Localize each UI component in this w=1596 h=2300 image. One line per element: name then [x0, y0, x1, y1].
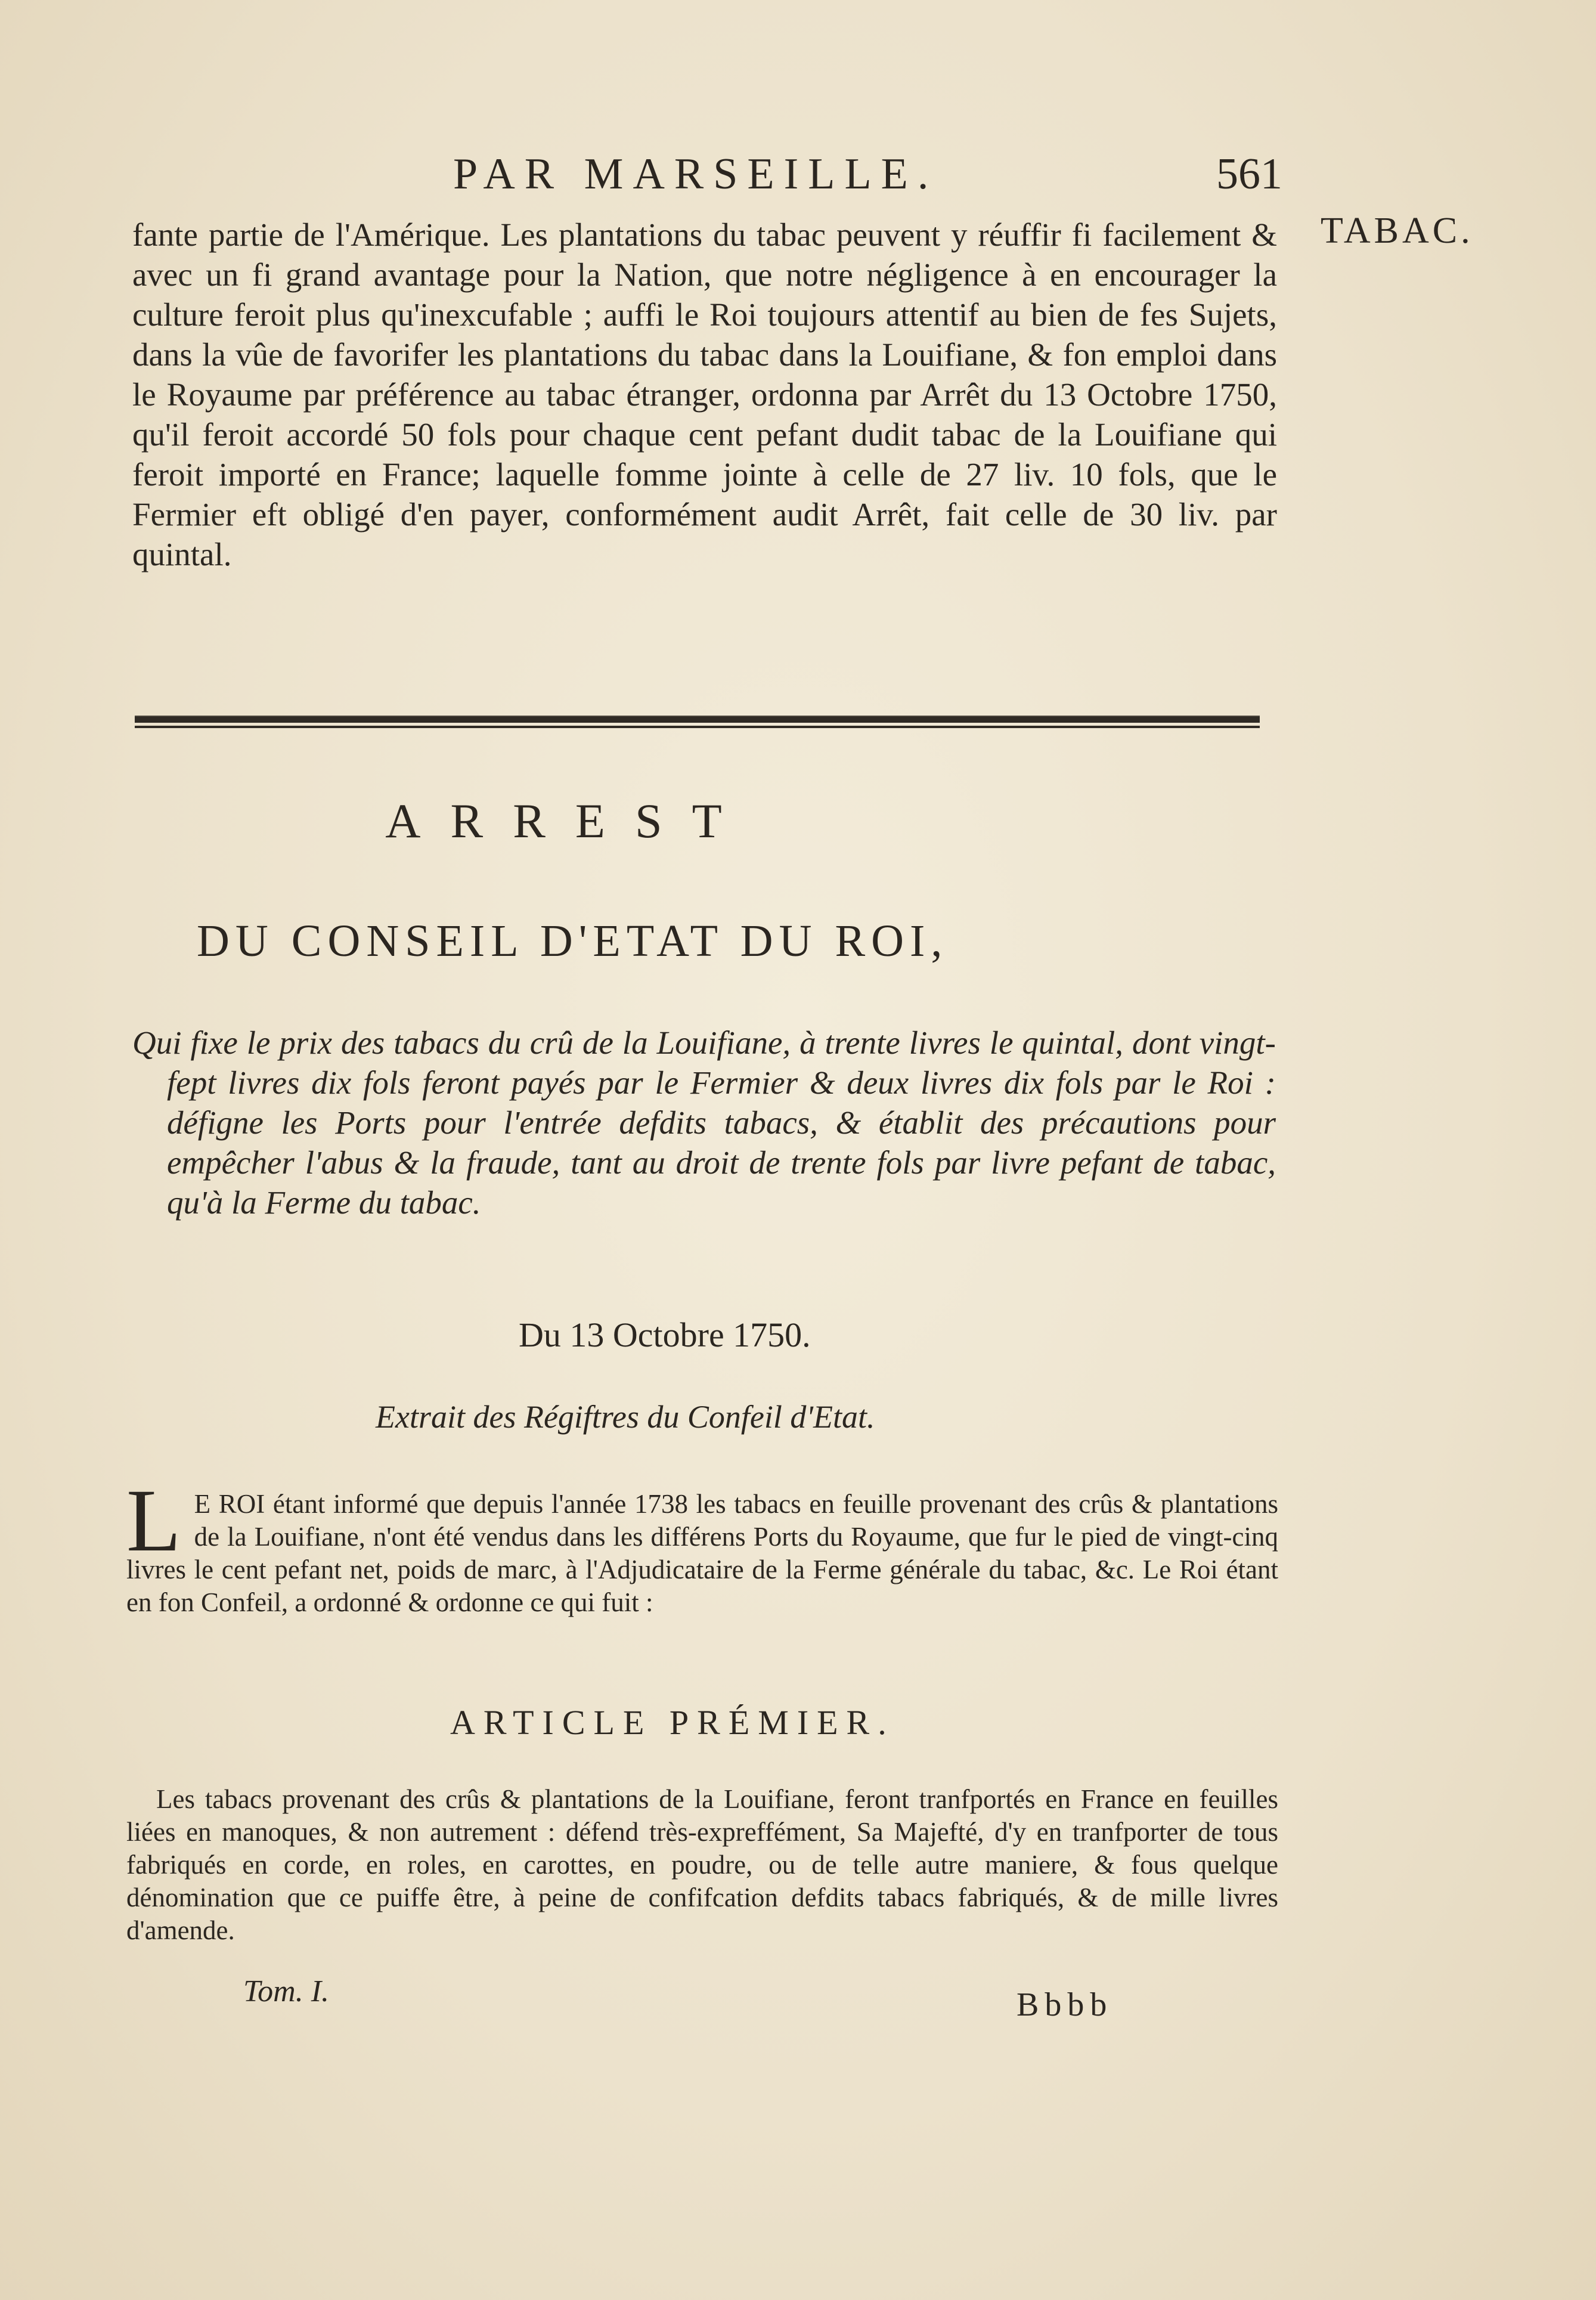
section-rule [135, 716, 1260, 723]
section-rule-thin [135, 726, 1260, 728]
roi-paragraph-text: E ROI étant informé que depuis l'année 1738 les tabacs en feuille provenant des crûs & plantations de la Louifiane, n'ont été vendus dans les différens Ports du Royaume, que fur le pied de vingt-cinq livres le cent pefant net, poids de marc, à l'Adjudicataire de la Ferme générale du tabac, &c. Le Roi étant en fon Confeil, a ordonné & ordonne ce qui fuit : [126, 1489, 1278, 1617]
margin-note: TABAC. [1321, 211, 1474, 251]
roi-paragraph [126, 1471, 1278, 1619]
tome-label: Tom. I. [243, 1974, 330, 2008]
arrest-title: ARREST [385, 794, 752, 848]
article-paragraph: Les tabacs provenant des crûs & plantations de la Louifiane, feront tranfportés en France en feuilles liées en manoques, & non autrement : défend très-expreffément, Sa Majefté, d'y en tranfporter de tous fabriqués en corde, en roles, en carottes, en poudre, ou de telle autre maniere, & fous quelque dénomination que ce puiffe être, à peine de confifcation defdits tabacs fabriqués, & de mille livres d'amende. [126, 1784, 1278, 1945]
running-head: PAR MARSEILLE. [453, 150, 938, 199]
arrest-date: Du 13 Octobre 1750. [519, 1315, 811, 1354]
page-number: 561 [1216, 150, 1282, 199]
intro-paragraph: fante partie de l'Amérique. Les plantations du tabac peuvent y réuffir fi facilement & avec un fi grand avantage pour la Nation, que notre négligence à en encourager la culture feroit plus qu'inexcufable ; auffi le Roi toujours attentif au bien de fes Sujets, dans la vûe de favorifer les plantations du tabac dans la Louifiane, & fon emploi dans le Royaume par préférence au tabac étranger, ordonna par Arrêt du 13 Octobre 1750, qu'il feroit accordé 50 fols pour chaque cent pefant dudit tabac de la Louifiane qui feroit importé en France; laquelle fomme jointe à celle de 27 liv. 10 fols, que le Fermier eft obligé d'en payer, conformément audit Arrêt, fait celle de 30 liv. par quintal. [132, 216, 1277, 572]
signature-mark: Bbbb [1017, 1986, 1113, 2023]
arrest-subtitle: DU CONSEIL D'ETAT DU ROI, [197, 916, 949, 966]
drop-cap: L [126, 1471, 181, 1570]
article-heading: ARTICLE PRÉMIER. [450, 1703, 895, 1742]
extract-line: Extrait des Régiftres du Confeil d'Etat. [376, 1399, 875, 1435]
arrest-summary: Qui fixe le prix des tabacs du crû de la Louifiane, à trente livres le quintal, dont vingt-fept livres dix fols feront payés par le Fermier & deux livres dix fols par le Roi : défigne les Ports pour l'entrée defdits tabacs, & établit des précautions pour empêcher l'abus & la fraude, tant au droit de trente fols par livre pefant de tabac, qu'à la Ferme du tabac. [132, 1024, 1276, 1221]
